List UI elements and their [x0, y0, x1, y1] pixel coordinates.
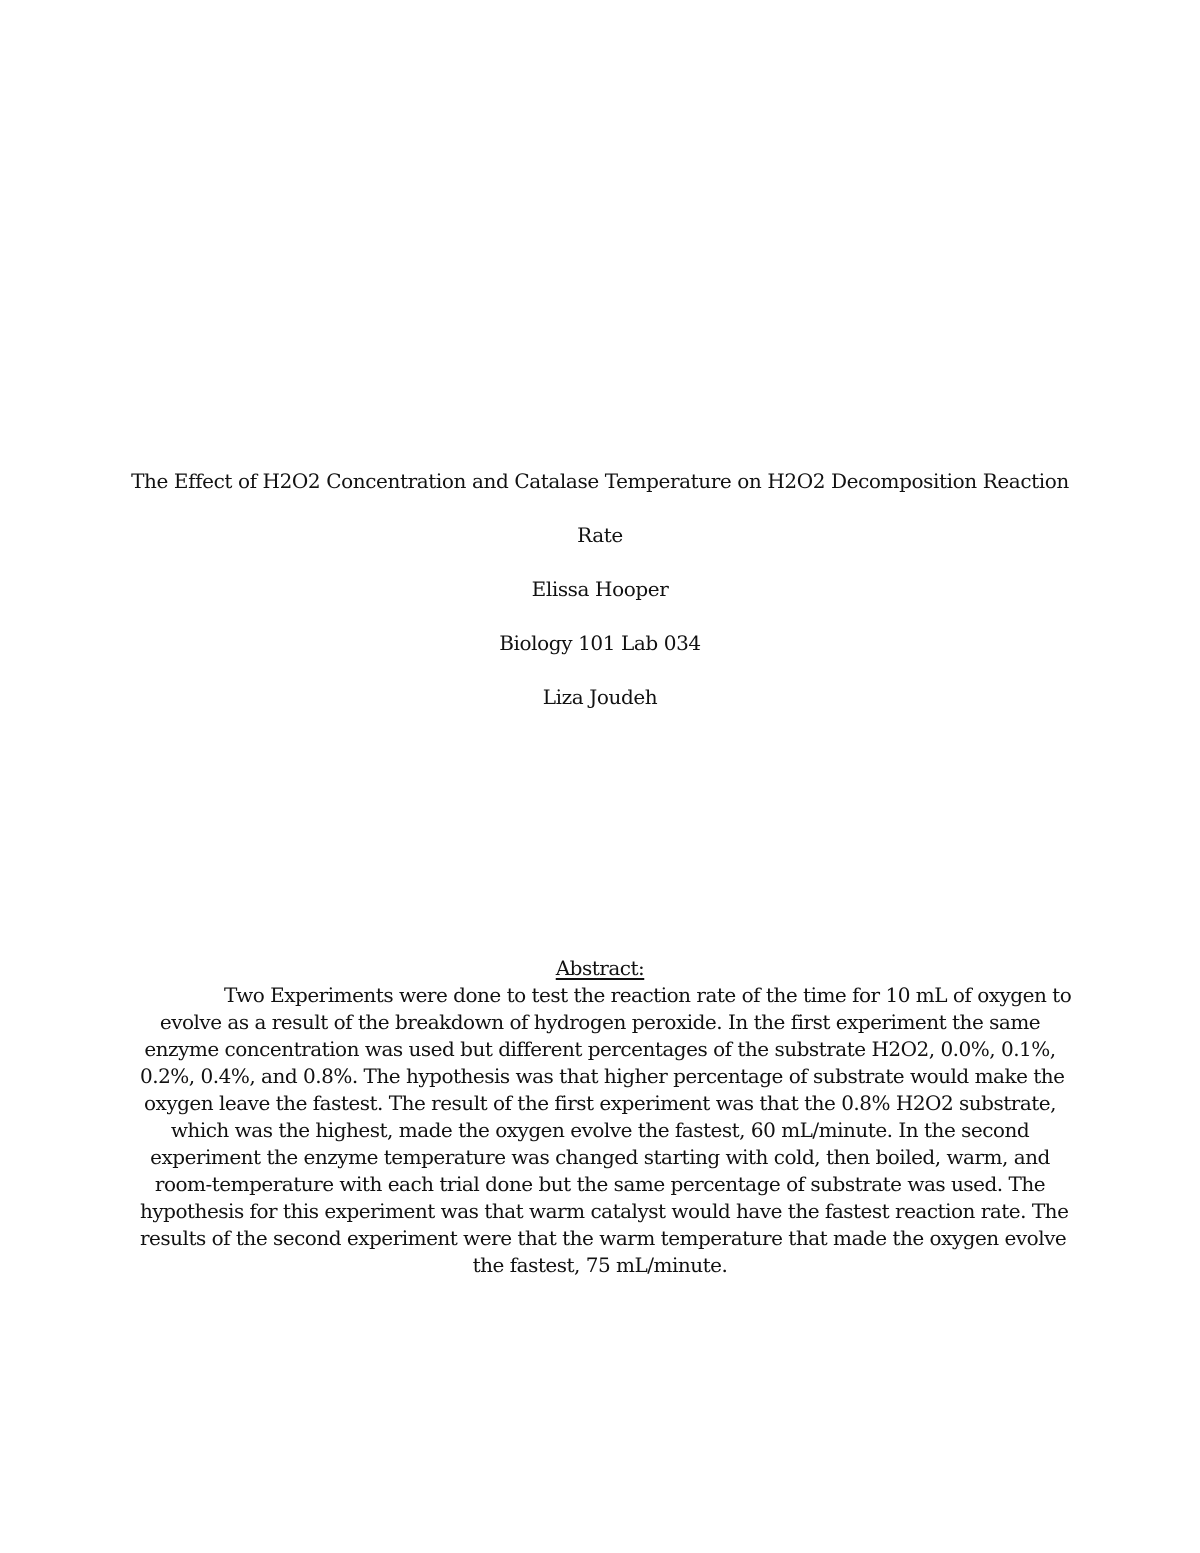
abstract-line: the fastest, 75 mL/minute.: [472, 1253, 728, 1277]
abstract-line: room-temperature with each trial done but the same percentage of substrate was used. The: [154, 1172, 1046, 1196]
abstract-line: results of the second experiment were that the warm temperature that made the oxygen evolve: [140, 1226, 1067, 1250]
abstract-line: oxygen leave the fastest. The result of the first experiment was that the 0.8% H2O2 substrate,: [144, 1091, 1056, 1115]
report-title-line-1: The Effect of H2O2 Concentration and Catalase Temperature on H2O2 Decomposition Reaction: [131, 469, 1069, 493]
author-name: Elissa Hooper: [531, 577, 669, 601]
abstract-line: 0.2%, 0.4%, and 0.8%. The hypothesis was that higher percentage of substrate would make the: [140, 1064, 1065, 1088]
abstract-line: hypothesis for this experiment was that warm catalyst would have the fastest reaction rate. The: [140, 1199, 1069, 1223]
abstract-heading: [140, 954, 1060, 982]
instructor-name: Liza Joudeh: [542, 685, 658, 709]
abstract-line: evolve as a result of the breakdown of hydrogen peroxide. In the first experiment the same: [159, 1010, 1041, 1034]
abstract-line: Two Experiments were done to test the reaction rate of the time for 10 mL of oxygen to: [224, 983, 1072, 1007]
abstract-line: which was the highest, made the oxygen evolve the fastest, 60 mL/minute. In the second: [170, 1118, 1030, 1142]
report-title-line-2: Rate: [577, 523, 623, 547]
title-page-block: [120, 466, 1080, 736]
abstract-line: enzyme concentration was used but different percentages of the substrate H2O2, 0.0%, 0.1%,: [144, 1037, 1056, 1061]
abstract-section: [140, 954, 1072, 1279]
course-name: Biology 101 Lab 034: [499, 631, 701, 655]
abstract-line: experiment the enzyme temperature was changed starting with cold, then boiled, warm, and: [150, 1145, 1050, 1169]
abstract-heading-text: Abstract:: [555, 956, 645, 980]
